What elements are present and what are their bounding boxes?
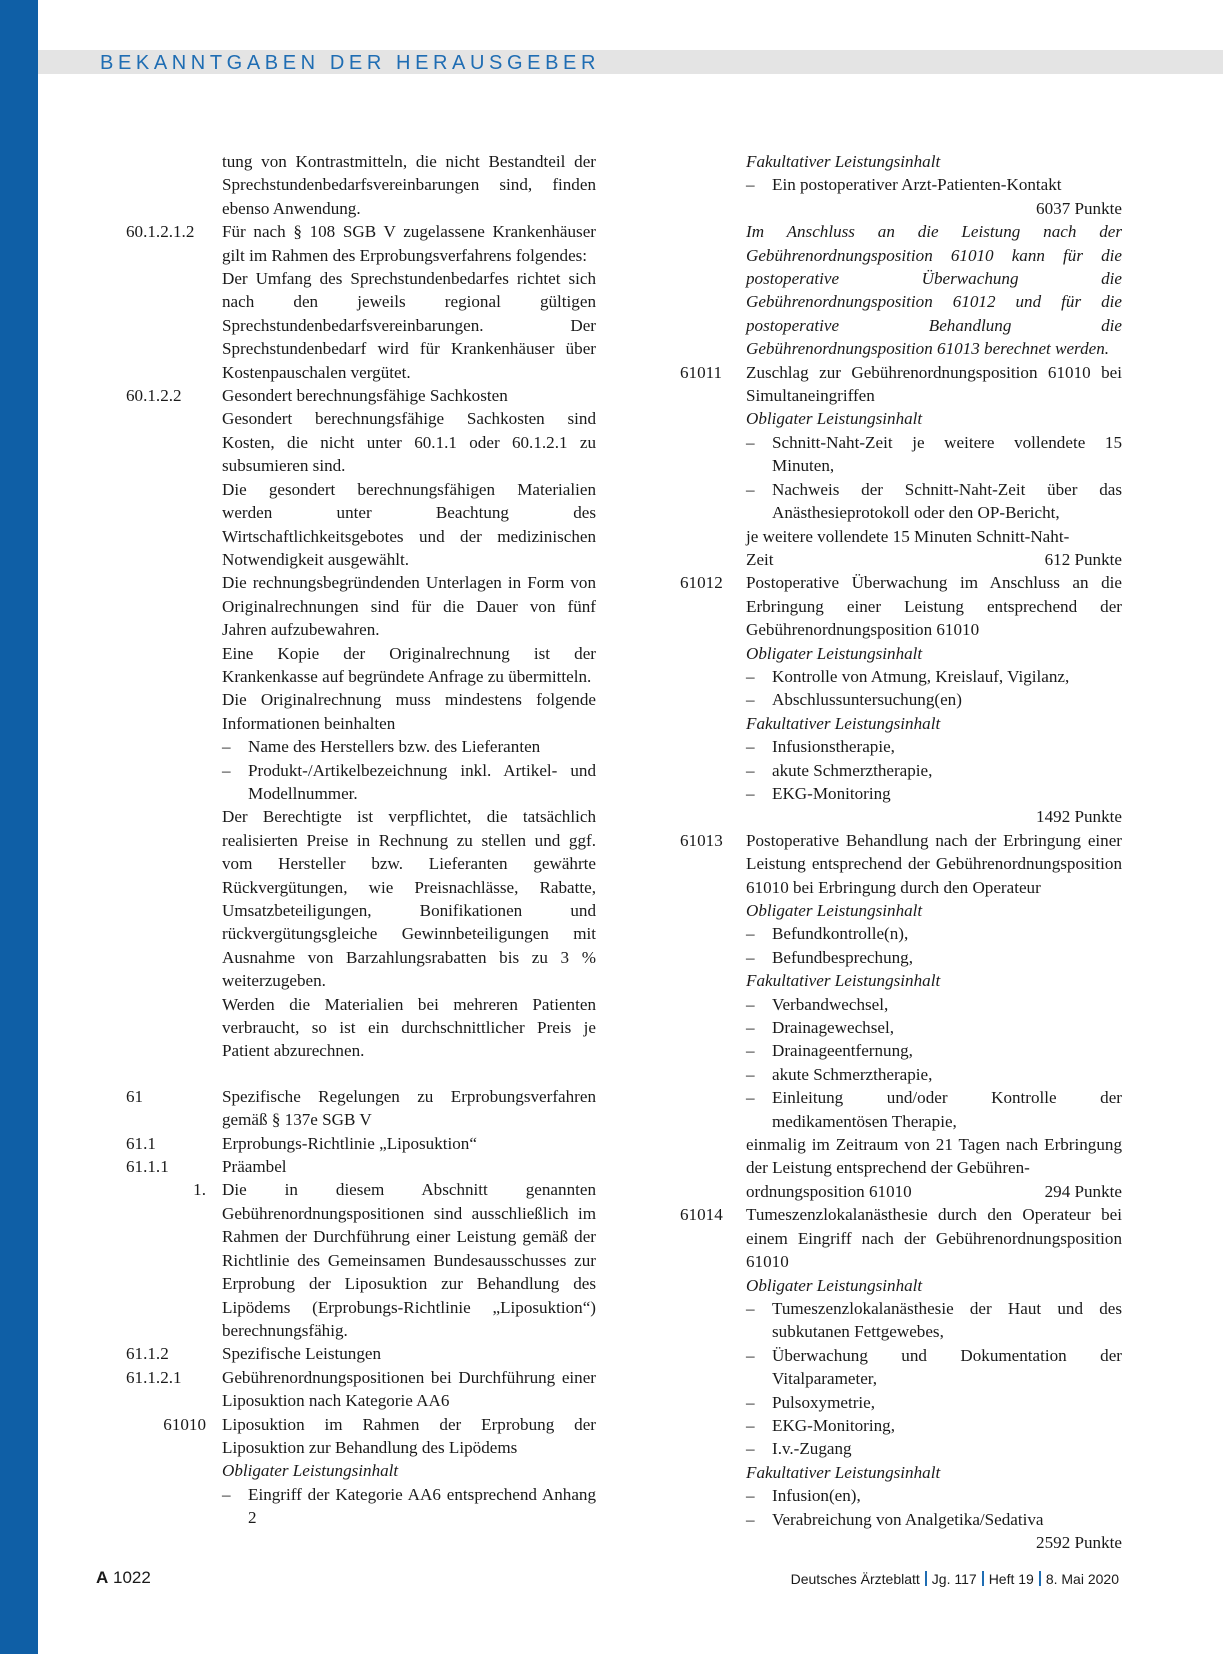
list-item: – Name des Herstellers bzw. des Lieferanten [222,735,596,758]
list-item: – Infusionstherapie, [746,735,1122,758]
points-value: 294 Punkte [1044,1181,1122,1201]
points-value: 2592 Punkte [1036,1532,1122,1552]
dash-bullet: – [746,666,755,686]
obligatory-heading: Obligater Leistungsinhalt [746,409,923,429]
dash-bullet: – [746,1088,755,1108]
section-number: 61 [126,1086,144,1106]
section-60-1-2-2: 60.1.2.2 Gesondert berechnungsfähige Sachkosten Gesondert berechnungsfähige Sachkosten sind Kosten, die nicht unter 60.1.1 oder 60.1.2.1 zu subsumieren sind. Die gesondert berechnungsfähigen Materialien werden unter Beachtung des Wirtschaftlichkeitsgebotes und der medizinischen Notwendigkeit ausgewählt. Die rechnungsbegründenden Unterlagen in Form von Originalrechnungen sind für die Dauer von fünf Jahren aufzubewahren. Eine Kopie der Originalrechnung ist der Krankenkasse auf begründete Anfrage zu übermitteln. Die Originalrechnung muss mindestens folgende Informationen beinhalten – Name des Herstellers bzw. des Lieferanten – Produkt-/Artikelbezeichnung inkl. Artikel- und Modellnummer. Der Berechtigte ist verpflichtet, die tatsächlich realisierten Preise in Rechnung zu stellen und ggf. vom Hersteller bzw. Lieferanten gewährte Rückvergütungen, wie Preisnachlässe, Rabatte, Umsatzbeteiligungen, Bonifikationen und rückvergütungsgleiche Gewinnbeteiligungen mit Ausnahme von Barzahlungsrabatten bis zu 3 % weiterzugeben. Werden die Materialien bei mehreren Patienten verbraucht, so ist ein durchschnittlicher Preis je Patient abzurechnen. [126,386,596,1061]
dash-bullet: – [746,1415,755,1435]
numbered-item-1: 1. Die in diesem Abschnitt genannten Gebührenordnungspositionen sind ausschließlich im Rahmen der Durchführung einer Leistung gemäß der Richtlinie des Gemeinsamen Bundesausschusses zur Erprobung der Liposuktion zur Behandlung des Lipödems (Erprobungs-Richtlinie „Liposuktion“) berechnungsfähig. [126,1178,596,1342]
optional-heading: Fakultativer Leistungsinhalt [746,1462,941,1482]
dash-bullet: – [746,994,755,1014]
section-60-1-2-1-2: 60.1.2.1.2 Für nach § 108 SGB V zugelassene Krankenhäuser gilt im Rahmen des Erprobungsverfahrens folgendes: Der Umfang des Sprechstundenbedarfes richtet sich nach den jeweils regional gültigen Sprechstundenbedarfsvereinbarungen. Der Sprechstundenbedarf wird für Krankenhäuser über Kostenpauschalen vergütet. [126,222,596,382]
optional-heading: Fakultativer Leistungsinhalt [746,713,941,733]
section-61-1 [126,1132,596,1155]
page-number [96,1568,151,1588]
section-number: 60.1.2.1.2 [126,222,195,242]
gop-number: 61011 [680,362,723,382]
gop-title: Tumeszenzlokalanästhesie durch den Operateur bei einem Eingriff nach der Gebührenordnungsposition 61010 [746,1205,1122,1272]
dash-bullet: – [746,1345,755,1365]
list-item: – Nachweis der Schnitt-Naht-Zeit über das Anästhesieprotokoll oder den OP-Bericht, [746,479,1122,523]
points-value: 1492 Punkte [1036,807,1122,827]
section-61-1-2 [126,1342,596,1365]
dash-bullet: – [746,1064,755,1084]
list-item: – Eingriff der Kategorie AA6 entsprechend Anhang 2 [222,1484,596,1528]
dash-bullet: – [746,1298,755,1318]
section-number: 61.1.2.1 [126,1367,182,1387]
gop-61012 [680,571,1122,828]
optional-heading: Fakultativer Leistungsinhalt [746,971,941,991]
gop-title: Liposuktion im Rahmen der Erprobung der Liposuktion zur Behandlung des Lipödems [222,1414,596,1457]
dash-bullet: – [222,760,231,780]
gop-61010-continued [680,150,1122,361]
page-number-value: 1022 [113,1568,151,1587]
section-number: 60.1.2.2 [126,386,182,406]
gop-61010 [126,1413,596,1530]
list-item: – Verbandwechsel, [746,993,1122,1016]
dash-bullet: – [746,924,755,944]
section-number: 61.1 [126,1133,156,1153]
right-column [680,150,1122,1554]
journal-citation [791,1571,1119,1587]
points-value: 6037 Punkte [1036,198,1122,218]
section-title: Erprobungs-Richtlinie „Liposuktion“ [222,1133,477,1153]
dash-bullet: – [222,737,231,757]
gop-number: 61010 [163,1414,206,1434]
list-item: – EKG-Monitoring, [746,1414,1122,1437]
gop-title: Postoperative Überwachung im Anschluss an die Erbringung einer Leistung entsprechend der Gebührenordnungsposition 61010 [746,573,1122,640]
list-item: – Produkt-/Artikelbezeichnung inkl. Artikel- und Modellnummer. [222,760,596,803]
page-prefix: A [96,1568,109,1587]
section-number: 61.1.1 [126,1157,169,1177]
journal-issue: Heft 19 [988,1571,1034,1587]
list-item: – Befundbesprechung, [746,946,1122,969]
points-value: 612 Punkte [1044,549,1122,569]
section-title: Präambel [222,1157,287,1177]
note-text: Im Anschluss an die Leistung nach der Gebührenordnungsposition 61010 kann für die postoperative Überwachung die Gebührenordnungsposition 61012 und für die postoperative Behandlung die Gebührenordnungsposition 61013 berechnet werden. [746,222,1122,359]
dash-bullet: – [746,1392,755,1412]
gop-number: 61012 [680,573,723,593]
separator [1039,1571,1041,1586]
dash-bullet: – [746,432,755,452]
separator [982,1571,984,1586]
section-title: Spezifische Leistungen [222,1344,382,1364]
left-column [126,150,596,1530]
dash-bullet: – [746,1041,755,1061]
list-item: – Verabreichung von Analgetika/Sedativa [746,1508,1122,1531]
dash-bullet: – [746,737,755,757]
dash-bullet: – [746,1439,755,1459]
list-item: – I.v.-Zugang [746,1437,1122,1460]
list-item: – akute Schmerztherapie, [746,1063,1122,1086]
gop-title: Zuschlag zur Gebührenordnungsposition 61010 bei Simultaneingriffen [746,362,1122,406]
optional-heading: Fakultativer Leistungsinhalt [746,152,941,171]
section-title: Spezifische Regelungen zu Erprobungsverfahren gemäß § 137e SGB V [222,1086,596,1130]
list-item: – Kontrolle von Atmung, Kreislauf, Vigilanz, [746,665,1122,688]
list-item: – Drainageentfernung, [746,1039,1122,1062]
dash-bullet: – [746,479,755,499]
section-number: 61.1.2 [126,1344,169,1364]
journal-date: 8. Mai 2020 [1045,1571,1119,1587]
paragraph-continuation: tung von Kontrastmitteln, die nicht Bestandteil der Sprechstundenbedarfsvereinbarungen sind, finden ebenso Anwendung. [222,152,596,218]
dash-bullet: – [746,1486,755,1506]
dash-bullet: – [746,175,755,195]
gop-title: Postoperative Behandlung nach der Erbringung einer Leistung entsprechend der Gebührenordnungsposition 61010 bei Erbringung durch den Operateur [746,830,1122,897]
section-61-1-2-1 [126,1366,596,1413]
gop-number: 61013 [680,830,723,850]
section-title: Gebührenordnungspositionen bei Durchführung einer Liposuktion nach Kategorie AA6 [222,1367,596,1411]
section-title: Gesondert berechnungsfähige Sachkosten [222,386,508,406]
list-item: – Tumeszenzlokalanästhesie der Haut und des subkutanen Fettgewebes, [746,1298,1122,1342]
dash-bullet: – [746,690,755,710]
section-61 [126,1085,596,1132]
obligatory-heading: Obligater Leistungsinhalt [222,1461,399,1481]
list-item: – Infusion(en), [746,1484,1122,1507]
gop-number: 61014 [680,1205,723,1225]
journal-name: Deutsches Ärzteblatt [790,1571,920,1587]
list-item: – Überwachung und Dokumentation der Vitalparameter, [746,1345,1122,1389]
gop-61011: 61011 Zuschlag zur Gebührenordnungsposition 61010 bei Simultaneingriffen Obligater Leistungsinhalt – Schnitt-Naht-Zeit je weitere vollendete 15 Minuten, – Nachweis der Schnitt-Naht-Zeit über das Anästhesieprotokoll oder den OP-Bericht, je weitere vollendete 15 Minuten Schnitt-Naht- Zeit 612 Punkte [680,361,1122,572]
separator [925,1571,927,1586]
list-item: – akute Schmerztherapie, [746,759,1122,782]
gop-61014 [680,1203,1122,1554]
dash-bullet: – [746,783,755,803]
dash-bullet: – [746,1509,755,1529]
dash-bullet: – [222,1484,231,1504]
list-item: – Einleitung und/oder Kontrolle der medikamentösen Therapie, [746,1088,1122,1131]
list-item: – Drainagewechsel, [746,1016,1122,1039]
section-61-1-1 [126,1155,596,1178]
obligatory-heading: Obligater Leistungsinhalt [746,643,923,663]
list-item: – Befundkontrolle(n), [746,922,1122,945]
item-number: 1. [193,1180,206,1200]
obligatory-heading: Obligater Leistungsinhalt [746,1275,923,1295]
list-item: – EKG-Monitoring [746,782,1122,805]
dash-bullet: – [746,947,755,967]
list-item: – Schnitt-Naht-Zeit je weitere vollendete 15 Minuten, [746,432,1122,476]
journal-volume: Jg. 117 [931,1571,977,1587]
obligatory-heading: Obligater Leistungsinhalt [746,901,923,920]
page-header-title: BEKANNTGABEN DER HERAUSGEBER [100,52,600,74]
dash-bullet: – [746,760,755,780]
list-item: – Abschlussuntersuchung(en) [746,688,1122,711]
list-item: – Ein postoperativer Arzt-Patienten-Kontakt [746,173,1122,196]
list-item: – Pulsoxymetrie, [746,1391,1122,1414]
gop-61013: 61013 Postoperative Behandlung nach der Erbringung einer Leistung entsprechend der Gebührenordnungsposition 61010 bei Erbringung durch den Operateur Obligater Leistungsinhalt – Befundkontrolle(n), – Befundbesprechung, Fakultativer Leistungsinhalt – Verbandwechsel, – Drainagewechsel, – Drainageentfernung, – akute Schmerztherapie, – Einleitung und/oder Kontrolle der medikamentösen Therapie, einmalig im Zeitraum von 21 Tagen nach Erbringung der Leistung entsprechend der Gebühren- ordnungsposition 61010 294 Punkte [680,829,1122,1204]
dash-bullet: – [746,1018,755,1038]
sidebar-color-bar [0,0,38,1654]
